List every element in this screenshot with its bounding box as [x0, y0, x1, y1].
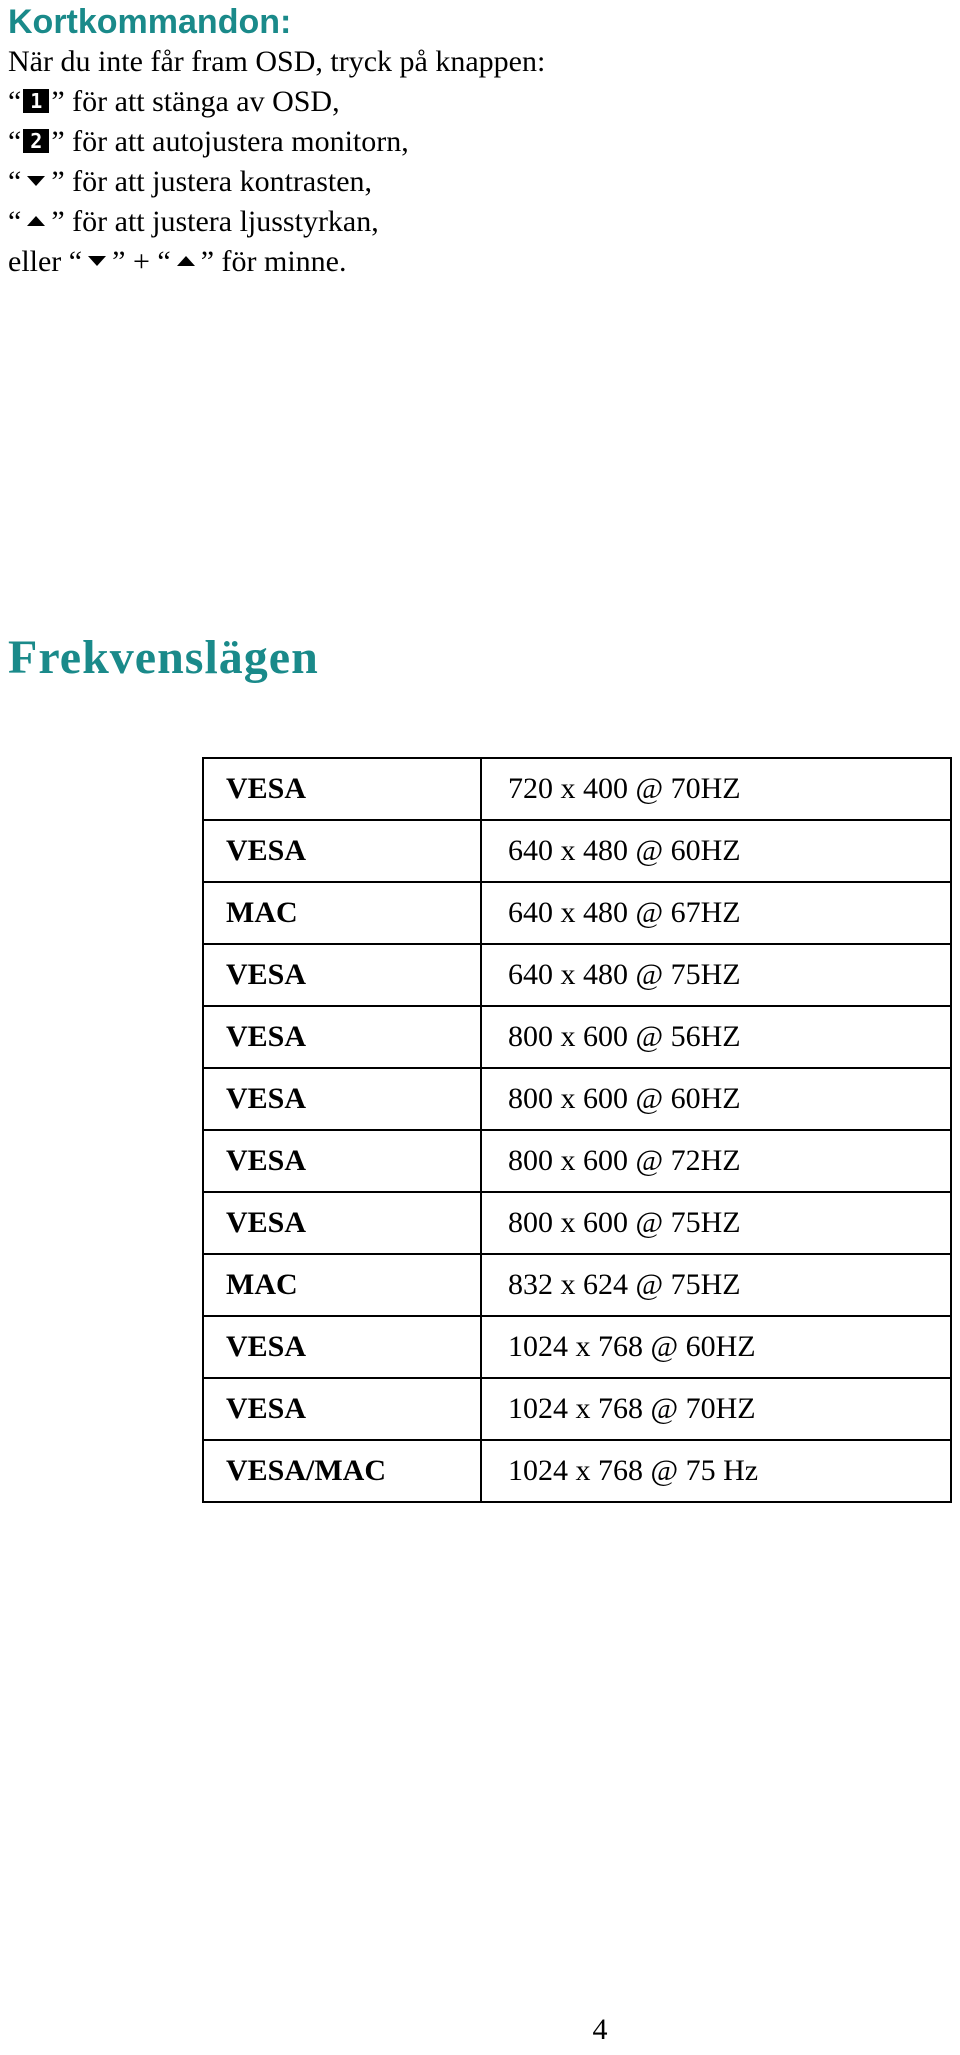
shortcut-line-combo	[8, 242, 948, 282]
open-quote: “	[8, 125, 22, 158]
table-row	[203, 1316, 951, 1378]
mode-cell: VESA	[203, 1316, 481, 1378]
close-quote: ”	[51, 125, 65, 158]
up-description: för att justera ljusstyrkan,	[72, 205, 379, 238]
open-quote: “	[8, 205, 22, 238]
mode-cell: VESA	[203, 1192, 481, 1254]
open-quote: “	[8, 165, 22, 198]
combo-description: för minne.	[221, 245, 347, 278]
down-arrow-icon	[88, 256, 106, 266]
close-quote: ”	[200, 245, 215, 278]
mode-cell: MAC	[203, 882, 481, 944]
resolution-cell: 800 x 600 @ 56HZ	[481, 1006, 951, 1068]
up-arrow-icon	[177, 256, 195, 266]
open-quote: “	[68, 245, 83, 278]
table-row	[203, 1254, 951, 1316]
resolution-cell: 800 x 600 @ 75HZ	[481, 1192, 951, 1254]
up-arrow-icon	[27, 216, 45, 226]
key1-description: för att stänga av OSD,	[72, 85, 340, 118]
mode-cell: VESA	[203, 1068, 481, 1130]
table-row	[203, 1440, 951, 1502]
table-row	[203, 1378, 951, 1440]
mode-cell: VESA	[203, 1130, 481, 1192]
frequency-table	[202, 757, 952, 1503]
close-quote: ”	[51, 165, 65, 198]
key2-description: för att autojustera monitorn,	[72, 125, 409, 158]
open-quote: “	[157, 245, 171, 278]
resolution-cell: 800 x 600 @ 60HZ	[481, 1068, 951, 1130]
close-quote: ”	[51, 85, 65, 118]
combo-prefix: eller	[8, 245, 62, 278]
close-quote: ”	[112, 245, 126, 278]
shortcut-list	[8, 42, 948, 282]
combo-plus: +	[132, 245, 150, 278]
resolution-cell: 1024 x 768 @ 75 Hz	[481, 1440, 951, 1502]
resolution-cell: 640 x 480 @ 75HZ	[481, 944, 951, 1006]
table-row	[203, 1006, 951, 1068]
key-1-icon: 1	[23, 89, 49, 113]
down-description: för att justera kontrasten,	[72, 165, 373, 198]
shortcut-line-up	[8, 202, 948, 242]
down-arrow-icon	[27, 176, 45, 186]
table-row	[203, 820, 951, 882]
shortcut-line-down	[8, 162, 948, 202]
mode-cell: VESA	[203, 1378, 481, 1440]
mode-cell: MAC	[203, 1254, 481, 1316]
mode-cell: VESA	[203, 944, 481, 1006]
open-quote: “	[8, 85, 22, 118]
resolution-cell: 1024 x 768 @ 70HZ	[481, 1378, 951, 1440]
mode-cell: VESA/MAC	[203, 1440, 481, 1502]
table-row	[203, 882, 951, 944]
shortcuts-heading: Kortkommandon:	[8, 3, 292, 41]
mode-cell: VESA	[203, 758, 481, 820]
table-row	[203, 1068, 951, 1130]
shortcut-line-key1	[8, 82, 948, 122]
shortcut-intro: När du inte får fram OSD, tryck på knappen:	[8, 45, 546, 78]
resolution-cell: 640 x 480 @ 60HZ	[481, 820, 951, 882]
resolution-cell: 640 x 480 @ 67HZ	[481, 882, 951, 944]
mode-cell: VESA	[203, 820, 481, 882]
key-2-icon: 2	[23, 129, 49, 153]
table-row	[203, 1192, 951, 1254]
close-quote: ”	[51, 205, 65, 238]
resolution-cell: 720 x 400 @ 70HZ	[481, 758, 951, 820]
page-number: 4	[592, 2013, 608, 2046]
table-row	[203, 758, 951, 820]
frequency-heading: Frekvenslägen	[8, 631, 319, 684]
resolution-cell: 832 x 624 @ 75HZ	[481, 1254, 951, 1316]
table-row	[203, 944, 951, 1006]
table-row	[203, 1130, 951, 1192]
resolution-cell: 1024 x 768 @ 60HZ	[481, 1316, 951, 1378]
mode-cell: VESA	[203, 1006, 481, 1068]
shortcut-line-key2	[8, 122, 948, 162]
resolution-cell: 800 x 600 @ 72HZ	[481, 1130, 951, 1192]
